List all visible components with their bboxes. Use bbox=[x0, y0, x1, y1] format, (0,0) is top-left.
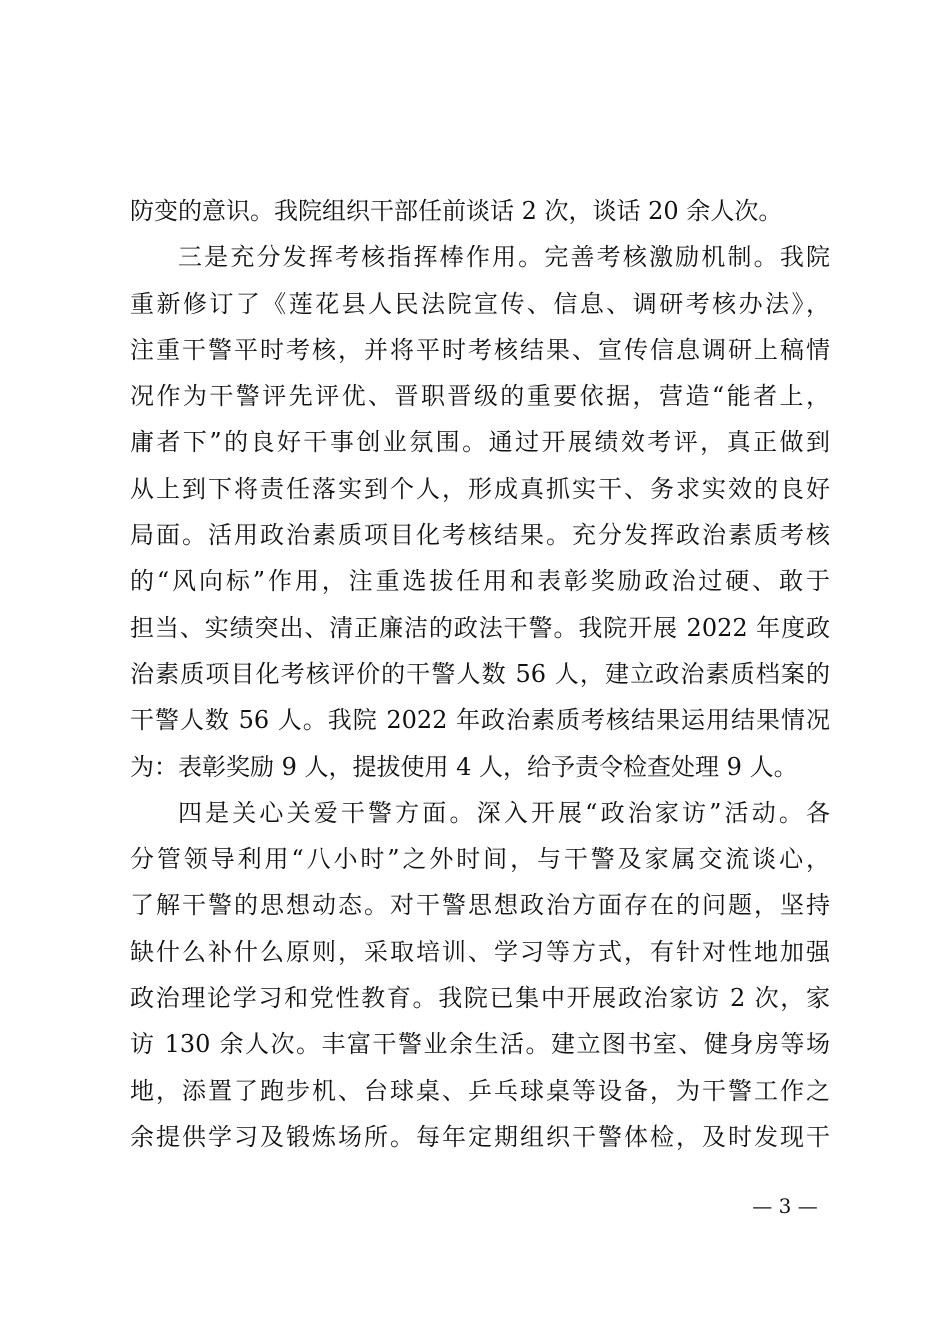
text-line: 余提供学习及锻炼场所。每年定期组织干警体检，及时发现干 bbox=[130, 1122, 830, 1151]
text-line: 干警人数 56 人。我院 2022 年政治素质考核结果运用结果情况 bbox=[130, 706, 830, 735]
text-line: 政治理论学习和党性教育。我院已集中开展政治家访 2 次，家 bbox=[130, 984, 830, 1013]
text-line: 况作为干警评先评优、晋职晋级的重要依据，营造“能者上， bbox=[130, 382, 830, 411]
document-body bbox=[130, 188, 830, 1160]
page-number: — 3 — bbox=[752, 1194, 818, 1218]
text-line: 缺什么补什么原则，采取培训、学习等方式，有针对性地加强 bbox=[130, 937, 830, 966]
text-line: 重新修订了《莲花县人民法院宣传、信息、调研考核办法》， bbox=[130, 289, 830, 318]
text-line: 了解干警的思想动态。对干警思想政治方面存在的问题，坚持 bbox=[130, 891, 830, 920]
text-line: 局面。活用政治素质项目化考核结果。充分发挥政治素质考核 bbox=[130, 521, 830, 550]
text-line: 地，添置了跑步机、台球桌、乒乓球桌等设备，为干警工作之 bbox=[130, 1076, 830, 1105]
text-line: 三是充分发挥考核指挥棒作用。完善考核激励机制。我院 bbox=[178, 243, 830, 272]
text-line: 防变的意识。我院组织干部任前谈话 2 次，谈话 20 余人次。 bbox=[130, 197, 783, 225]
text-line: 分管领导利用“八小时”之外时间，与干警及家属交流谈心， bbox=[130, 845, 830, 874]
text-line: 注重干警平时考核，并将平时考核结果、宣传信息调研上稿情 bbox=[130, 335, 830, 364]
text-line: 庸者下”的良好干事创业氛围。通过开展绩效考评，真正做到 bbox=[130, 428, 830, 457]
text-line: 的“风向标”作用，注重选拔任用和表彰奖励政治过硬、敢于 bbox=[130, 567, 830, 596]
text-line: 访 130 余人次。丰富干警业余生活。建立图书室、健身房等场 bbox=[130, 1030, 830, 1059]
text-line: 治素质项目化考核评价的干警人数 56 人，建立政治素质档案的 bbox=[130, 659, 830, 688]
text-line: 从上到下将责任落实到个人，形成真抓实干、务求实效的良好 bbox=[130, 474, 830, 503]
text-line: 四是关心关爱干警方面。深入开展“政治家访”活动。各 bbox=[178, 798, 830, 827]
text-line: 为：表彰奖励 9 人，提拔使用 4 人，给予责令检查处理 9 人。 bbox=[130, 752, 798, 781]
text-line: 担当、实绩突出、清正廉洁的政法干警。我院开展 2022 年度政 bbox=[130, 613, 830, 642]
